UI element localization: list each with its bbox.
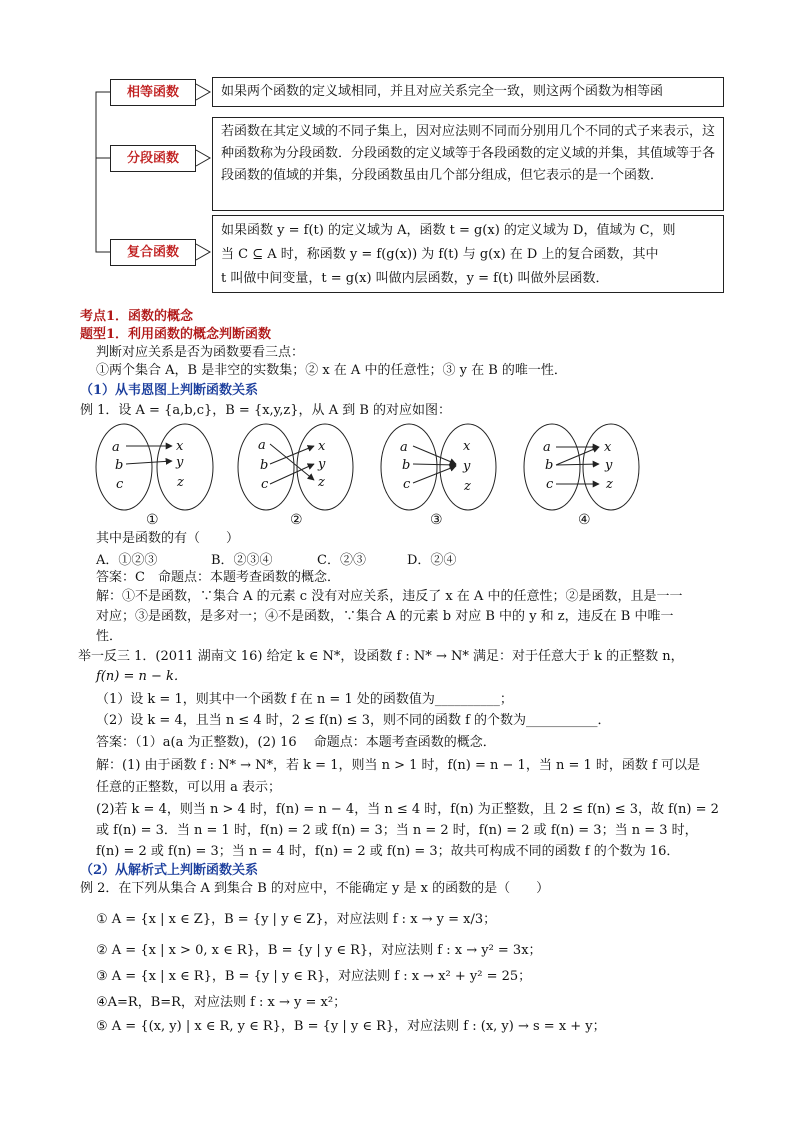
venn2-number: ② <box>290 512 303 528</box>
example1-solution-line2: 对应；③是函数，是多对一；④不是函数，∵集合 A 的元素 b 对应 B 中的 y 和 z，违反在 B 中唯一 <box>96 609 674 624</box>
tixing-heading: 题型1．利用函数的概念判断函数 <box>80 327 272 342</box>
example1-solution-line1: 解：①不是函数，∵集合 A 的元素 c 没有对应关系，违反了 x 在 A 中的任意性；②是函数，且是一一 <box>96 589 683 604</box>
example2-item-1: ① A = {x | x ∈ Z}，B = {y | y ∈ Z}，对应法则 f : x → y = x/3； <box>96 912 497 927</box>
venn1-z: z <box>177 475 184 490</box>
practice1-line2: f(n) = n − k． <box>96 669 187 684</box>
label-equal-functions: 相等函数 <box>110 79 196 106</box>
practice1-solution-line1: 解：(1) 由于函数 f : N* → N*，若 k = 1，则当 n > 1 时，f(n) = n − 1，当 n = 1 时，函数 f 可以是 <box>96 758 700 773</box>
venn4-z: z <box>606 477 613 492</box>
venn2-c: c <box>261 477 269 492</box>
venn3-b: b <box>402 458 411 473</box>
venn2-z: z <box>318 475 325 490</box>
example2-item-5: ⑤ A = {(x, y) | x ∈ R, y ∈ R}，B = {y | y ∈ R}，对应法则 f : (x, y) → s = x + y； <box>96 1019 606 1034</box>
label-piecewise-functions: 分段函数 <box>110 145 196 172</box>
venn4-a: a <box>543 440 551 455</box>
venn-diagrams <box>80 420 640 530</box>
practice1-answer: 答案：（1）a(a 为正整数)，(2) 16 命题点：本题考查函数的概念． <box>96 735 496 750</box>
part2-heading: （2）从解析式上判断函数关系 <box>80 863 259 878</box>
practice1-solution-line2: 任意的正整数，可以用 a 表示； <box>96 780 282 795</box>
example2-text: 例 2．在下列从集合 A 到集合 B 的对应中，不能确定 y 是 x 的函数的是（ ） <box>80 881 550 896</box>
composite-functions-box <box>212 215 724 293</box>
venn3-a: a <box>400 440 408 455</box>
venn4-y: y <box>605 458 613 473</box>
equal-functions-text: 如果两个函数的定义域相同，并且对应关系完全一致，则这两个函数为相等函 <box>221 84 664 99</box>
venn2-x: x <box>318 439 326 454</box>
option-b: B．②③④ <box>211 553 273 568</box>
practice1-solution-line4: 或 f(n) = 3．当 n = 1 时，f(n) = 2 或 f(n) = 3；当 n = 2 时，f(n) = 2 或 f(n) = 3；当 n = 3 时， <box>96 823 698 838</box>
venn3-y: y <box>463 459 471 474</box>
venn1-a: a <box>112 440 120 455</box>
three-points-text: ①两个集合 A，B 是非空的实数集；② x 在 A 中的任意性；③ y 在 B 的唯一性． <box>96 363 567 378</box>
venn1-y: y <box>176 455 184 470</box>
practice1-line1: 举一反三 1．(2011 湖南文 16) 给定 k ∈ N*，设函数 f : N* → N* 满足：对于任意大于 k 的正整数 n， <box>78 649 684 664</box>
example1-solution-line3: 性． <box>96 629 123 644</box>
equal-functions-box <box>212 77 724 107</box>
example1-answer: 答案：C 命题点：本题考查函数的概念． <box>96 570 340 585</box>
example1-question: 其中是函数的有（ ） <box>96 531 240 546</box>
venn4-c: c <box>546 477 554 492</box>
example1-options <box>96 549 456 568</box>
venn2-y: y <box>318 457 326 472</box>
venn1-number: ① <box>146 512 159 528</box>
option-c: C．②③ <box>317 553 366 568</box>
venn2-a: a <box>258 438 266 453</box>
practice1-line4: （2）设 k = 4，且当 n ≤ 4 时，2 ≤ f(n) ≤ 3，则不同的函数 f 的个数为___________． <box>96 713 611 728</box>
piecewise-functions-box <box>212 117 724 211</box>
venn1-set-b <box>157 424 213 510</box>
venn1-b: b <box>115 458 124 473</box>
example1-text: 例 1．设 A = {a,b,c}，B = {x,y,z}，从 A 到 B 的对应如图： <box>80 403 452 418</box>
intro-text: 判断对应关系是否为函数要看三点： <box>96 345 305 360</box>
venn4-b: b <box>545 458 554 473</box>
venn2-b: b <box>260 458 269 473</box>
option-d: D．②④ <box>407 553 457 568</box>
example2-item-4: ④A=R，B=R，对应法则 f : x → y = x²； <box>96 995 347 1010</box>
venn4-x: x <box>604 440 612 455</box>
example2-item-3: ③ A = {x | x ∈ R}，B = {y | y ∈ R}，对应法则 f : x → x² + y² = 25； <box>96 969 532 984</box>
practice1-solution-line3: (2)若 k = 4，则当 n > 4 时，f(n) = n − 4，当 n ≤ 4 时，f(n) 为正整数，且 2 ≤ f(n) ≤ 3，故 f(n) = 2 <box>96 802 719 817</box>
composite-text-line-1: 如果函数 y = f(t) 的定义域为 A，函数 t = g(x) 的定义域为 D，值域为 C，则 <box>221 223 676 238</box>
venn3-number: ③ <box>430 512 443 528</box>
venn1-c: c <box>116 477 124 492</box>
option-a: A．①②③ <box>96 553 158 568</box>
part1-heading: （1）从韦恩图上判断函数关系 <box>80 383 259 398</box>
practice1-solution-line5: f(n) = 2 或 f(n) = 3；当 n = 4 时，f(n) = 2 或 f(n) = 3；故共可构成不同的函数 f 的个数为 16． <box>96 844 680 859</box>
practice1-line3: （1）设 k = 1，则其中一个函数 f 在 n = 1 处的函数值为__________； <box>96 692 513 707</box>
venn1-set-a <box>96 424 152 510</box>
venn1-x: x <box>176 439 184 454</box>
piecewise-functions-text: 若函数在其定义域的不同子集上，因对应法则不同而分别用几个不同的式子来表示，这种函数称为分段函数．分段函数的定义域等于各段函数的定义域的并集，其值域等于各段函数的值域的并集，分段函数虽由几个部分组成，但它表示的是一个函数． <box>221 124 716 183</box>
venn4-number: ④ <box>578 512 591 528</box>
composite-text-line-2: 当 C ⊆ A 时，称函数 y = f(g(x)) 为 f(t) 与 g(x) 在 D 上的复合函数，其中 <box>221 247 659 262</box>
label-composite-functions: 复合函数 <box>110 239 196 266</box>
venn3-z: z <box>464 479 471 494</box>
venn3-x: x <box>463 439 471 454</box>
example2-item-2: ② A = {x | x > 0, x ∈ R}，B = {y | y ∈ R}，对应法则 f : x → y² = 3x； <box>96 943 542 958</box>
composite-text-line-3: t 叫做中间变量，t = g(x) 叫做内层函数，y = f(t) 叫做外层函数． <box>221 271 609 286</box>
kaodian-heading: 考点1．函数的概念 <box>80 309 194 324</box>
venn3-c: c <box>403 477 411 492</box>
